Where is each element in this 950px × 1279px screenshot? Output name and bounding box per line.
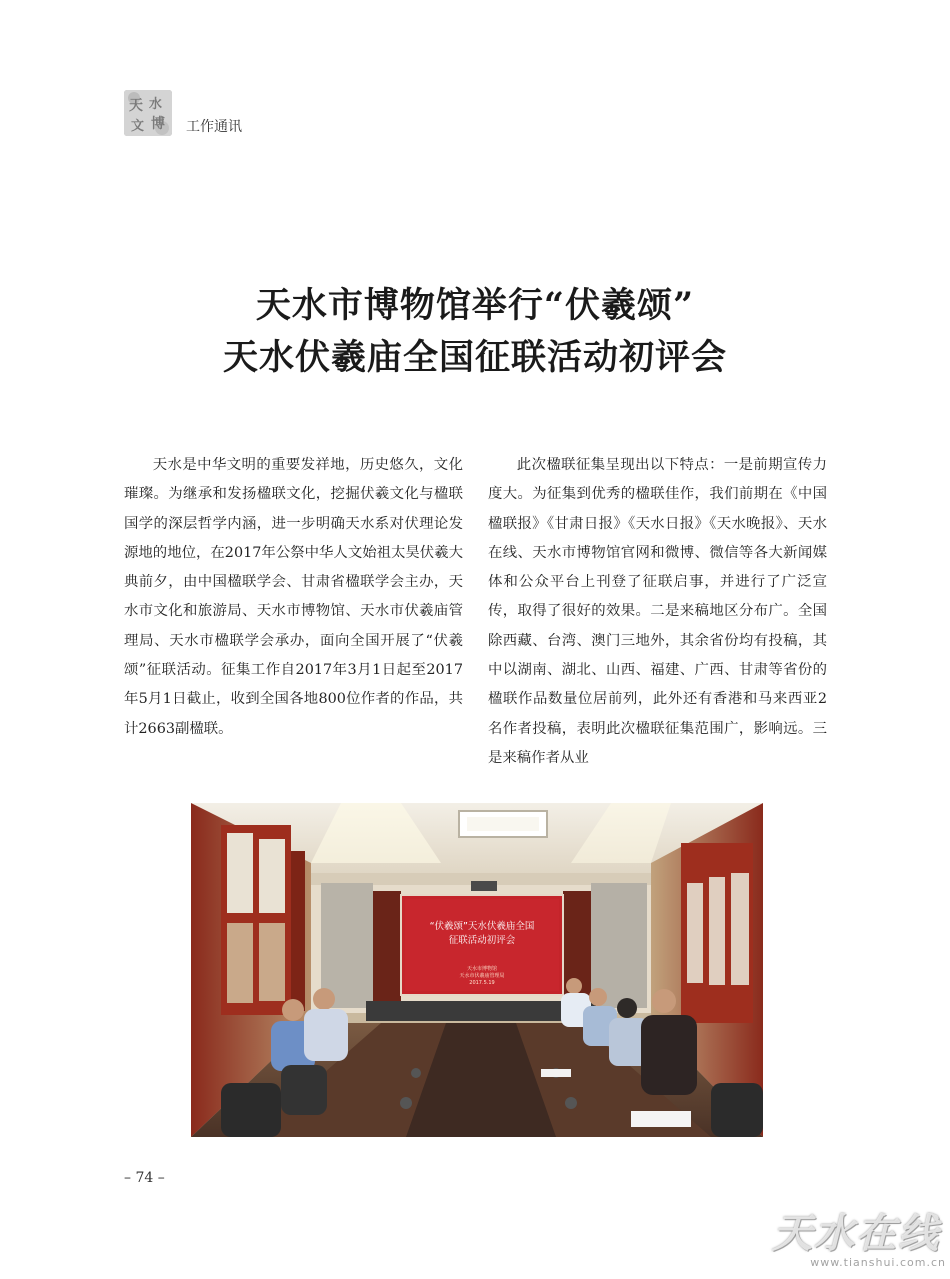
screen-date: 2017.5.19 — [469, 980, 495, 986]
article-title-line-2: 天水伏羲庙全国征联活动初评会 — [222, 337, 727, 378]
svg-text:天: 天 — [129, 98, 143, 114]
watermark-url: www.tianshui.com.cn — [810, 1256, 946, 1269]
site-watermark — [766, 1200, 946, 1275]
watermark-logo-text: 天水在线 — [772, 1211, 940, 1257]
article-column-left — [124, 451, 463, 771]
meeting-room-illustration — [191, 803, 763, 1137]
journal-logo-seal — [124, 90, 172, 136]
article-title — [0, 280, 950, 384]
svg-text:博: 博 — [151, 116, 165, 132]
svg-text:水: 水 — [149, 97, 163, 112]
section-name: 工作通讯 — [186, 119, 242, 135]
screen-org-line-2: 天水市伏羲庙管理局 — [459, 973, 505, 979]
article-title-line-1: 天水市博物馆举行“伏羲颂” — [255, 285, 695, 326]
page-number: – 74 – — [124, 1170, 165, 1186]
screen-title-line-2: 征联活动初评会 — [448, 935, 516, 946]
article-column-right — [488, 451, 827, 771]
meeting-photo — [191, 803, 763, 1137]
screen-org-line-1: 天水市博物馆 — [466, 966, 498, 972]
screen-title-line-1: “伏羲颂”天水伏羲庙全国 — [429, 921, 535, 932]
logo-seal-icon — [124, 90, 172, 136]
article-paragraph: 天水是中华文明的重要发祥地，历史悠久，文化璀璨。为继承和发扬楹联文化，挖掘伏羲文化与楹联国学的深层哲学内涵，进一步明确天水系对伏理论发源地的地位，在2017年公祭中华人文始祖太昊伏羲大典前夕，由中国楹联学会、甘肃省楹联学会主办，天水市文化和旅游局、天水市博物馆、天水市伏羲庙管理局、天水市楹联学会承办，面向全国开展了“伏羲颂”征联活动。征集工作自2017年3月1日起至2017年5月1日截止，收到全国各地800位作者的作品，共计2663副楹联。 — [124, 457, 463, 737]
article-paragraph: 此次楹联征集呈现出以下特点：一是前期宣传力度大。为征集到优秀的楹联佳作，我们前期在《中国楹联报》《甘肃日报》《天水日报》《天水晚报》、天水在线、天水市博物馆官网和微博、微信等各大新闻媒体和公众平台上刊登了征联启事，并进行了广泛宣传，取得了很好的效果。二是来稿地区分布广。全国除西藏、台湾、澳门三地外，其余省份均有投稿，其中以湖南、湖北、山西、福建、广西、甘肃等省份的楹联作品数量位居前列，此外还有香港和马来西亚2名作者投稿，表明此次楹联征集范围广，影响远。三是来稿作者从业 — [488, 457, 827, 766]
svg-text:文: 文 — [131, 119, 145, 134]
